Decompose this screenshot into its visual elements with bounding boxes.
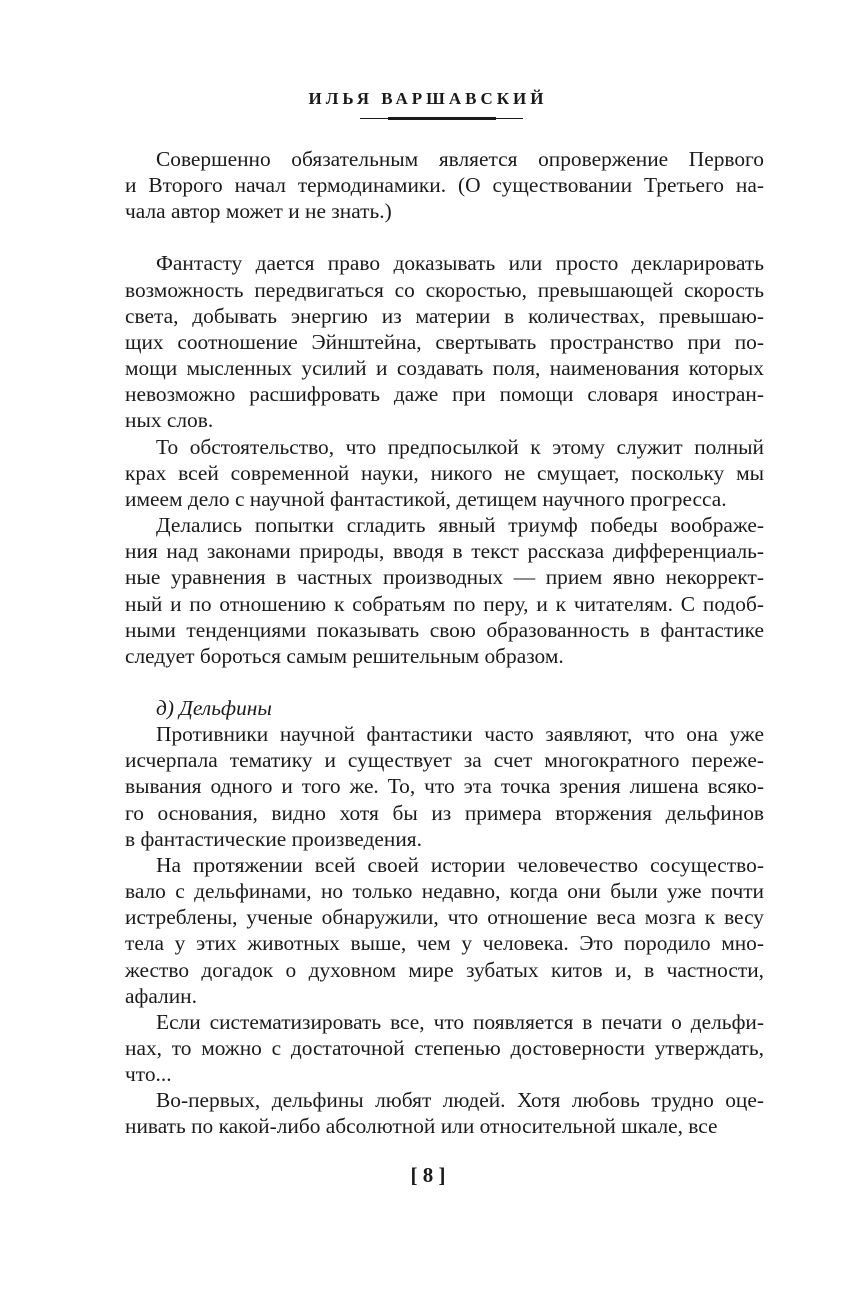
- section-heading: [125, 695, 764, 721]
- line: жество догадок о духовном мире зубатых китов и, в частности,: [125, 957, 764, 982]
- line: истреблены, ученые обнаружили, что отношение веса мозга к весу: [125, 905, 764, 930]
- line: Противники научной фантастики часто заявляют, что она уже: [156, 722, 764, 747]
- line: вало с дельфинами, но только недавно, когда они были уже почти: [125, 879, 764, 904]
- paragraph: [125, 250, 764, 433]
- line: го основания, видно хотя бы из примера вторжения дельфинов: [125, 800, 764, 825]
- line: в фантастические произведения.: [125, 826, 422, 851]
- line: мощи мысленных усилий и создавать поля, наименования которых: [125, 356, 764, 381]
- line: Совершенно обязательным является опровержение Первого: [156, 147, 764, 171]
- line: ния над законами природы, вводя в текст рассказа дифференциаль-: [125, 539, 764, 564]
- line: ные уравнения в частных производных — прием явно некоррект-: [125, 565, 764, 590]
- line: На протяжении всей своей истории человечество сосуществo-: [156, 852, 764, 877]
- line: следует бороться самым решительным образом.: [125, 643, 564, 668]
- paragraph: [125, 1087, 764, 1139]
- line: нивать по какой-либо абсолютной или относительной шкале, все: [125, 1114, 718, 1139]
- line: Фантасту дается право доказывать или просто декларировать: [156, 251, 764, 276]
- line: афалин.: [125, 983, 197, 1008]
- line: крах всей современной науки, никого не смущает, поскольку мы: [125, 460, 764, 485]
- line: и Второго начал термодинамики. (О существовании Третьего на-: [125, 173, 764, 198]
- line: что...: [125, 1062, 172, 1087]
- line: Делались попытки сгладить явный триумф победы воображе-: [156, 513, 764, 538]
- paragraph: [125, 146, 764, 224]
- line: возможность передвигаться со скоростью, превышающей скорость: [125, 277, 764, 302]
- running-header: [0, 88, 856, 110]
- page-number: [ 8 ]: [410, 1163, 446, 1187]
- paragraph: [125, 1009, 764, 1087]
- author-name: ИЛЬЯ ВАРШАВСКИЙ: [308, 89, 548, 108]
- paragraph: [125, 512, 764, 669]
- paragraph: [125, 852, 764, 1009]
- line: имеем дело с научной фантастикой, детищем научного прогресса.: [125, 486, 727, 511]
- line: вывания одного и того же. То, что эта точка зрения лишена всяко-: [125, 774, 764, 799]
- line: ный и по отношению к собратьям по перу, и к читателям. С подоб-: [125, 591, 764, 616]
- line: То обстоятельство, что предпосылкой к этому служит полный: [156, 434, 764, 459]
- line: ными тенденциями показывать свою образованность в фантастике: [125, 617, 764, 642]
- paragraph: [125, 434, 764, 512]
- line: света, добывать энергию из материи в количествах, превышаю-: [125, 303, 764, 328]
- line: щих соотношение Эйнштейна, свертывать пространство при по-: [125, 329, 764, 354]
- line: Если систематизировать все, что появляется в печати о дельфи-: [156, 1009, 764, 1034]
- line: невозможно расшифровать даже при помощи словаря иностран-: [125, 382, 764, 407]
- body-text: [125, 146, 764, 1140]
- line: ных слов.: [125, 408, 214, 433]
- line: исчерпала тематику и существует за счет многократного пережe-: [125, 748, 764, 773]
- line: Во-первых, дельфины любят людей. Хотя любовь трудно оце-: [156, 1088, 764, 1113]
- line: тела у этих животных выше, чем у человека. Это породило мно-: [125, 931, 764, 956]
- paragraph: [125, 721, 764, 852]
- line: нах, то можно с достаточной степенью достоверности утверждать,: [125, 1036, 764, 1060]
- line: д) Дельфины: [156, 695, 272, 720]
- line: чала автор может и не знать.): [125, 199, 392, 224]
- header-rule-thick: [388, 117, 496, 120]
